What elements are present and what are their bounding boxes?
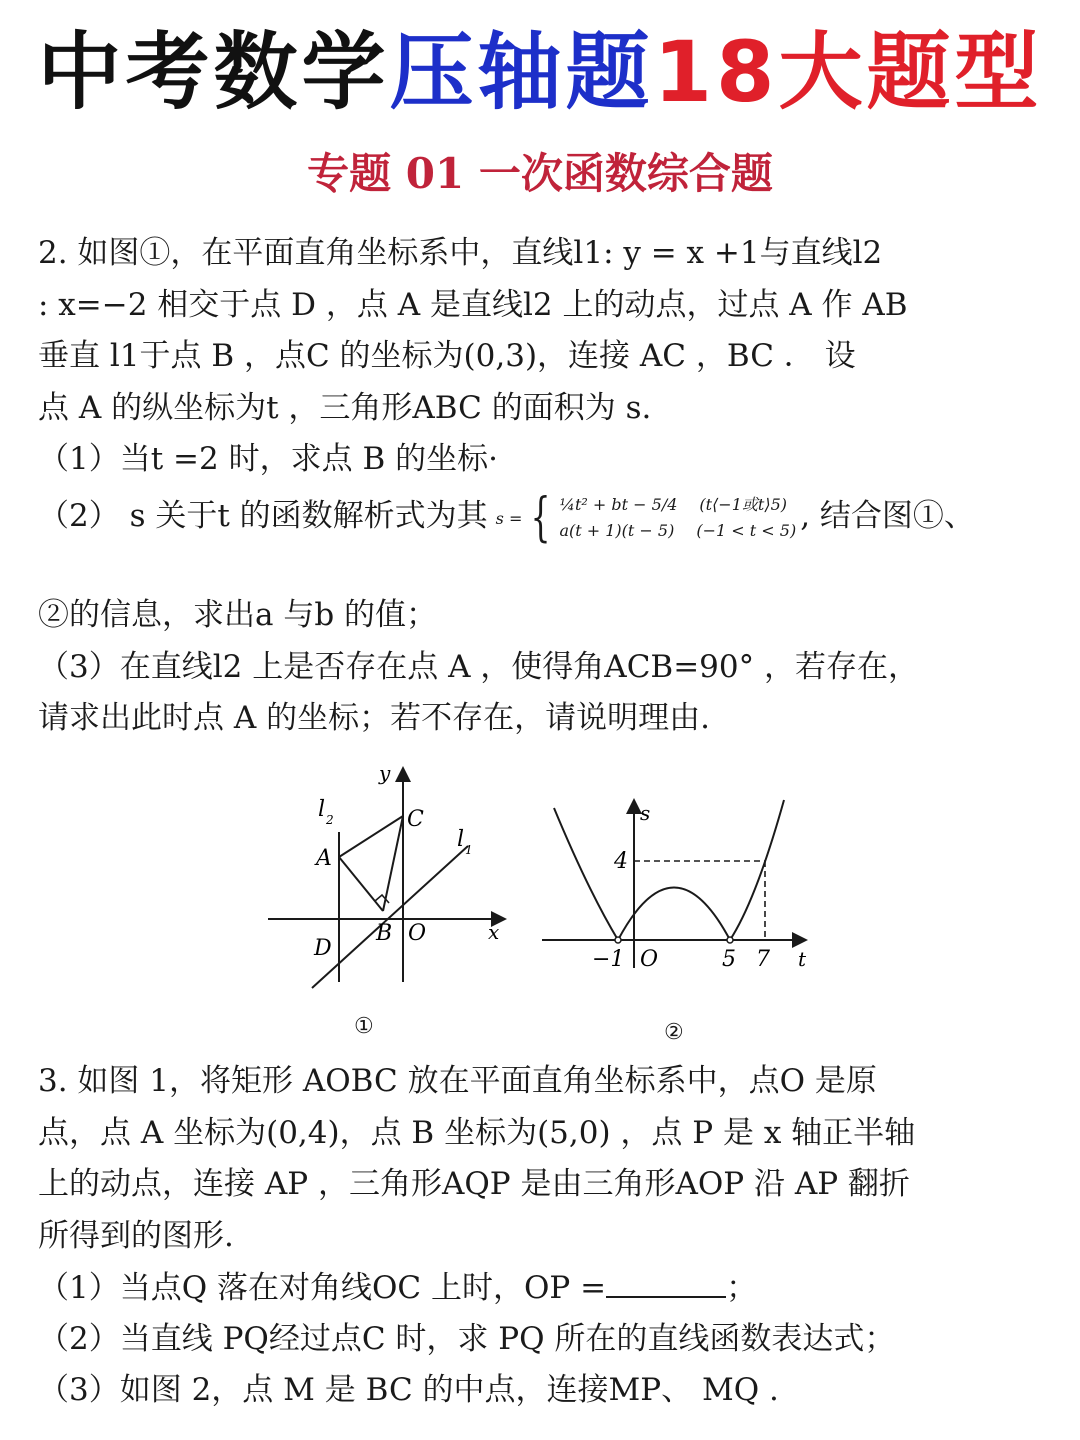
q3-sub2: （2）当直线 PQ经过点C 时，求 PQ 所在的直线函数表达式； xyxy=(38,1320,896,1357)
q2-line: 点 A 的纵坐标为t ，三角形ABC 的面积为 s. xyxy=(38,389,652,426)
q2-part2-row xyxy=(38,488,975,552)
piecewise-function xyxy=(496,490,797,546)
question-2-text-after xyxy=(38,590,1048,745)
answer-blank xyxy=(606,1262,726,1298)
q3-line: 3. 如图 1，将矩形 AOBC 放在平面直角坐标系中，点O 是原 xyxy=(38,1063,877,1099)
question-2-text xyxy=(38,228,1048,486)
fig2-label-O: O xyxy=(640,947,659,972)
point-neg1 xyxy=(615,937,621,943)
fig2-label-5: 5 xyxy=(722,947,736,972)
segment-BC xyxy=(383,816,403,911)
curve-left xyxy=(554,808,618,940)
piecewise-s: s = xyxy=(495,508,523,528)
fig1-label-A: A xyxy=(316,846,332,871)
fig1-label-C: C xyxy=(407,807,424,832)
q2-part2-label: （2） s 关于t 的函数解析式为其 xyxy=(38,498,488,534)
question-3-text xyxy=(38,1056,1048,1417)
figure-2 xyxy=(536,790,816,984)
q2-line: : x=−2 相交于点 D ，点 A 是直线l2 上的动点，过点 A 作 AB xyxy=(38,286,908,323)
title-part-red: 18大题型 xyxy=(653,23,1043,121)
title-part-blue: 压轴题 xyxy=(389,23,654,121)
fig1-label-l2-sub: 2 xyxy=(326,813,334,827)
segment-AB xyxy=(339,857,383,911)
figure-2-caption: ② xyxy=(664,1020,684,1045)
segment-AC xyxy=(339,816,403,857)
q3-line: 所得到的图形. xyxy=(38,1217,234,1254)
q2-line: （3）在直线l2 上是否存在点 A ，使得角ACB=90° ，若存在， xyxy=(38,648,919,685)
q2-line: （1）当t =2 时，求点 B 的坐标· xyxy=(38,441,498,477)
fig2-label-neg1: −1 xyxy=(592,947,625,972)
subtitle: 专题 01 一次函数综合题 xyxy=(307,149,773,198)
q3-line: 点，点 A 坐标为(0,4)，点 B 坐标为(5,0) ，点 P 是 x 轴正半轴 xyxy=(38,1114,916,1151)
q2-line: 2. 如图①，在平面直角坐标系中，直线l1: y = x +1与直线l2 xyxy=(38,235,883,271)
q2-part2-tail: , 结合图①、 xyxy=(800,498,975,534)
q2-line: 垂直 l1于点 B ，点C 的坐标为(0,3)，连接 AC ，BC ． 设 xyxy=(38,338,856,374)
fig1-label-l1-sub: 1 xyxy=(465,843,473,857)
fig1-label-B: B xyxy=(376,921,393,946)
line-l1 xyxy=(312,846,468,988)
fig1-label-l1: l xyxy=(457,827,465,852)
point-5 xyxy=(727,937,733,943)
fig2-label-7: 7 xyxy=(756,947,770,972)
fig2-label-4: 4 xyxy=(614,849,628,874)
figure-1-caption: ① xyxy=(354,1014,374,1039)
q3-line: 上的动点，连接 AP ，三角形AQP 是由三角形AOP 沿 AP 翻折 xyxy=(38,1166,910,1202)
fig2-label-s: s xyxy=(640,801,651,825)
brace-glyph: { xyxy=(530,488,551,548)
fig1-label-D: D xyxy=(314,936,332,961)
curve-right xyxy=(730,800,784,940)
q3-sub3: （3）如图 2，点 M 是 BC 的中点，连接MP、 MQ . xyxy=(38,1372,779,1408)
q2-line: 请求出此时点 A 的坐标；若不存在，请说明理由. xyxy=(38,700,710,736)
q2-line: ②的信息，求出a 与b 的值； xyxy=(38,597,438,633)
main-title xyxy=(0,22,1080,122)
fig1-label-l2: l xyxy=(318,797,326,822)
fig1-label-x: x xyxy=(488,920,500,944)
q3-sub1-prefix: （1）当点Q 落在对角线OC 上时，OP = xyxy=(38,1270,607,1306)
piecewise-row2-cond: (−1 < t < 5) xyxy=(696,521,797,540)
piecewise-row1-cond: (t⟨−1或t⟩5) xyxy=(699,495,787,514)
title-part-black: 中考数学 xyxy=(37,23,390,121)
q3-sub1-suffix: ； xyxy=(726,1270,758,1306)
piecewise-row2-expr: a(t + 1)(t − 5) xyxy=(559,521,675,540)
piecewise-row1-expr: ¼t² + bt − 5/4 xyxy=(559,495,678,514)
figure-1 xyxy=(262,756,522,1000)
fig1-label-y: y xyxy=(379,761,391,785)
fig1-label-O: O xyxy=(408,921,427,946)
fig2-label-t: t xyxy=(798,947,807,971)
q3-sub1 xyxy=(38,1262,1048,1314)
